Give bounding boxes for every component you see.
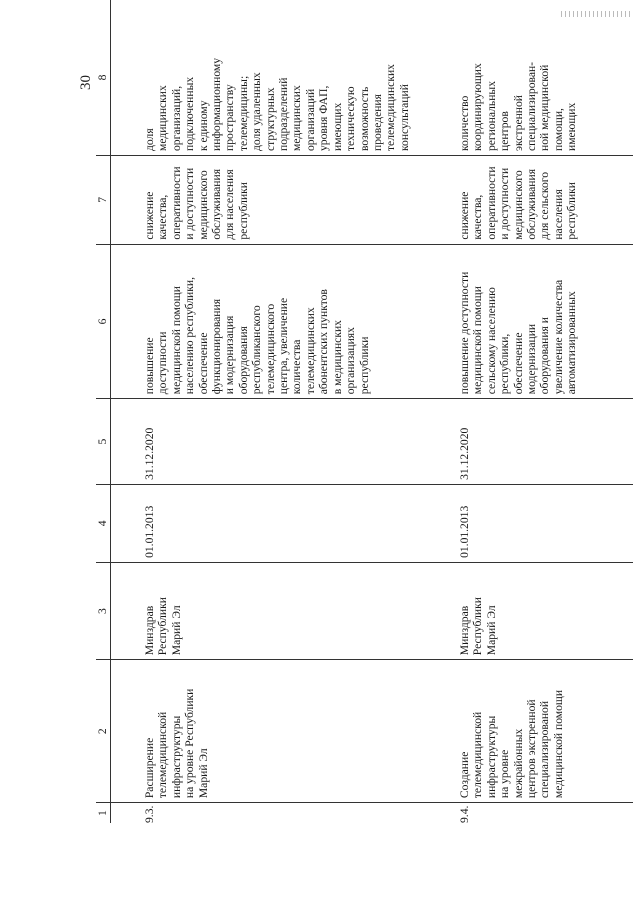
column-number: 8 xyxy=(96,0,111,156)
responsible-executor: Минздрав Республики Марий Эл xyxy=(143,597,183,656)
non-implementation-consequence: снижение качества, оперативности и доступности медицинского обслуживания для сельского населения республики xyxy=(458,166,579,240)
non-implementation-consequence: снижение качества, оперативности и доступности медицинского обслуживания для населения республики xyxy=(143,166,250,240)
column-number: 5 xyxy=(96,399,111,485)
column-number-row xyxy=(96,0,111,823)
start-date: 01.01.2013 xyxy=(458,505,471,558)
table-row xyxy=(428,0,633,823)
column-number: 3 xyxy=(96,562,111,659)
measures-table xyxy=(96,0,633,823)
end-date: 31.12.2020 xyxy=(458,427,471,480)
related-indicator: количество координирующих региональных центров экстренной специализирован- ной медицинской помощи, имеющих xyxy=(458,61,579,152)
end-date: 31.12.2020 xyxy=(143,427,156,480)
column-number: 6 xyxy=(96,244,111,399)
column-number: 7 xyxy=(96,156,111,245)
column-number: 4 xyxy=(96,484,111,562)
measure-name: Расширение телемедицинской инфраструктуры на уровне Республики Марий Эл xyxy=(143,688,210,799)
row-number: 9.3. xyxy=(143,805,156,823)
column-number: 2 xyxy=(96,660,111,803)
responsible-executor: Минздрав Республики Марий Эл xyxy=(458,597,498,656)
expected-result: повышение доступности медицинской помощи населению республики, обеспечение функционирования и модернизация оборудования республиканского телемедицинского центра, увеличение количества телемедицинских абонентских пунктов в медицинских организациях республики xyxy=(143,277,371,395)
column-number: 1 xyxy=(96,803,111,823)
scan-edge-marks xyxy=(560,11,630,17)
page-number: 30 xyxy=(78,75,94,90)
related-indicator: доля медицинских организаций, подключенных к единому информационному пространству телемедицины; доля удаленных структурных подразделений медицинских организаций уровня ФАП, имеющих техническую возможность проведения телемедицинских консультаций xyxy=(143,57,411,152)
start-date: 01.01.2013 xyxy=(143,505,156,558)
row-number: 9.4. xyxy=(458,805,471,823)
measure-name: Создание телемедицинской инфраструктуры на уровне межрайонных центров экстренной специализированой медицинской помощи xyxy=(458,689,565,799)
table-row xyxy=(111,0,429,823)
expected-result: повышение доступности медицинской помощи сельскому населению республики, обеспечение модернизации оборудования и увеличение количества автоматизированных xyxy=(458,271,579,395)
